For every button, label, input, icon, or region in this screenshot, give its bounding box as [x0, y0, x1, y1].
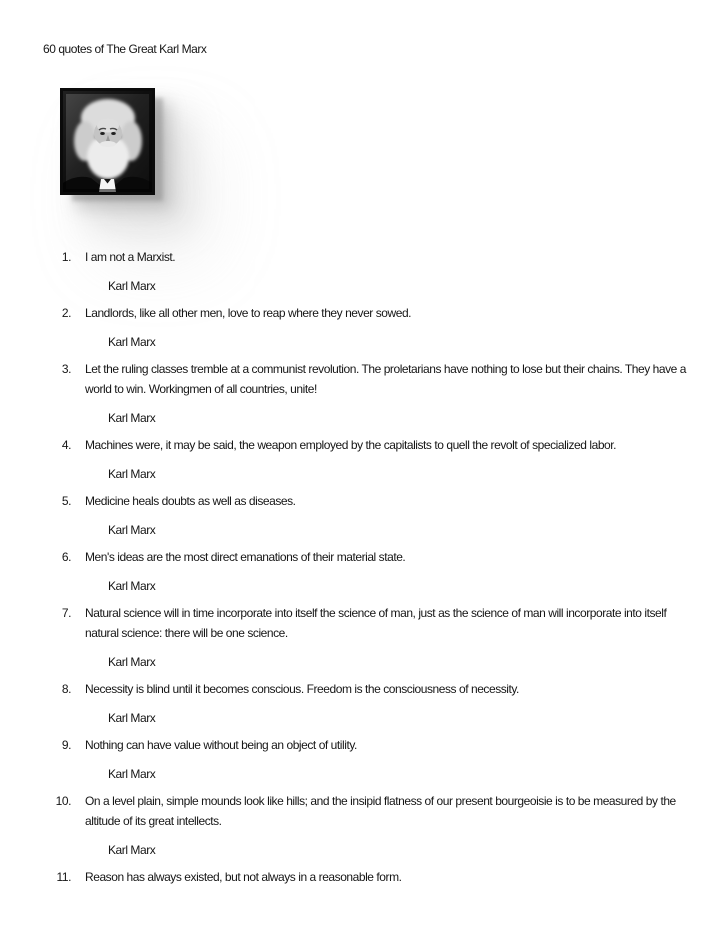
quote-item: [26, 791, 702, 860]
quote-attribution: Karl Marx: [108, 467, 156, 481]
quote-attribution: Karl Marx: [108, 411, 156, 425]
quote-row: [26, 491, 702, 520]
quote-number: 3.: [61, 362, 71, 376]
quote-text: Necessity is blind until it becomes conscious. Freedom is the consciousness of necessity.: [85, 682, 519, 696]
quote-text: Nothing can have value without being an object of utility.: [85, 738, 357, 752]
quote-number: 2.: [61, 306, 71, 320]
quote-item: [26, 603, 702, 672]
quote-attribution: Karl Marx: [108, 843, 156, 857]
quote-row: [26, 735, 702, 764]
quote-row: [26, 303, 702, 332]
quote-text: On a level plain, simple mounds look like hills; and the insipid flatness of our present bourgeoisie is to be measured by the altitude of its great intellects.: [85, 794, 676, 828]
quote-number: 9.: [61, 738, 71, 752]
quote-attribution: Karl Marx: [108, 767, 156, 781]
document-title: 60 quotes of The Great Karl Marx: [43, 42, 207, 56]
quote-number: 1.: [61, 250, 71, 264]
quote-item: [26, 359, 702, 428]
quote-text: Let the ruling classes tremble at a communist revolution. The proletarians have nothing to lose but their chains. They have a world to win. Workingmen of all countries, unite!: [85, 362, 687, 396]
quote-text: Men's ideas are the most direct emanations of their material state.: [85, 550, 406, 564]
quote-number: 11.: [56, 870, 71, 884]
quote-item: [26, 867, 702, 896]
quote-item: [26, 435, 702, 484]
quote-row: [26, 867, 702, 896]
quote-text: I am not a Marxist.: [85, 250, 176, 264]
quote-text: Medicine heals doubts as well as diseases.: [85, 494, 296, 508]
quote-text: Machines were, it may be said, the weapon employed by the capitalists to quell the revolt of specialized labor.: [85, 438, 617, 452]
quote-item: [26, 247, 702, 296]
quote-row: [26, 247, 702, 276]
quote-attribution: Karl Marx: [108, 523, 156, 537]
quote-text: Natural science will in time incorporate into itself the science of man, just as the science of man will incorporate into itself natural science: there will be one science.: [85, 606, 667, 640]
quote-number: 8.: [61, 682, 71, 696]
quote-item: [26, 679, 702, 728]
quote-number: 4.: [61, 438, 71, 452]
quote-attribution: Karl Marx: [108, 579, 156, 593]
quote-row: [26, 435, 702, 464]
quote-number: 10.: [55, 794, 71, 808]
quote-row: [26, 547, 702, 576]
quote-item: [26, 547, 702, 596]
karl-marx-photo: [60, 88, 155, 195]
quote-number: 7.: [61, 606, 71, 620]
quote-number: 6.: [61, 550, 71, 564]
quote-text: Reason has always existed, but not always in a reasonable form.: [85, 870, 402, 884]
karl-marx-portrait-icon: [63, 91, 152, 192]
quote-item: [26, 735, 702, 784]
quote-attribution: Karl Marx: [108, 655, 156, 669]
quote-item: [26, 303, 702, 352]
quote-text: Landlords, like all other men, love to reap where they never sowed.: [85, 306, 412, 320]
quote-attribution: Karl Marx: [108, 711, 156, 725]
quote-list: [26, 247, 702, 896]
quote-row: [26, 603, 702, 652]
quote-item: [26, 491, 702, 540]
quote-number: 5.: [61, 494, 71, 508]
quote-row: [26, 359, 702, 408]
quote-attribution: Karl Marx: [108, 335, 156, 349]
quote-attribution: Karl Marx: [108, 279, 156, 293]
quote-row: [26, 679, 702, 708]
quote-row: [26, 791, 702, 840]
